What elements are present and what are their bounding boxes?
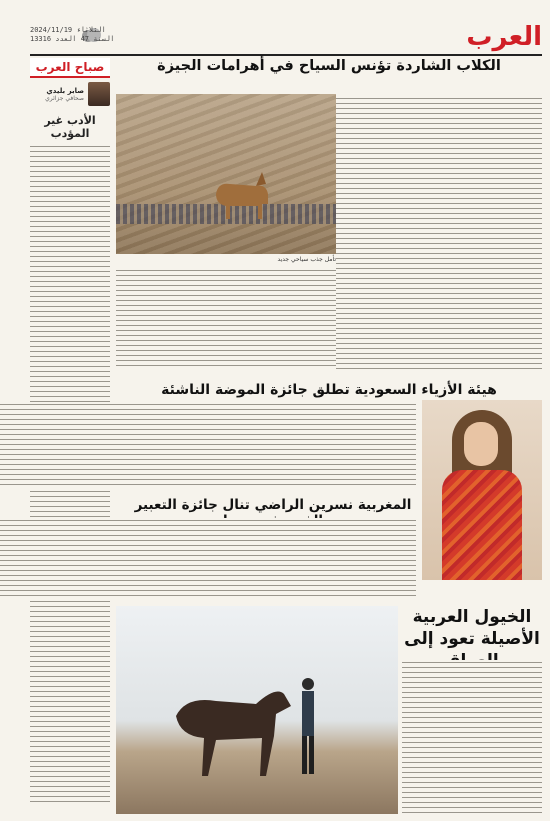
newspaper-logo: العرب	[466, 22, 542, 52]
fashion-model-photo	[422, 400, 542, 580]
column-title: الأدب غير المؤدب	[44, 114, 96, 140]
article-3-headline: المغربية نسرين الراضي تنال جائزة التعبير	[134, 497, 412, 513]
article-1-headline: الكلاب الشاردة تؤنس السياح في أهرامات الجيزة	[157, 58, 501, 74]
column-name: صباح العرب	[30, 58, 110, 78]
masthead	[30, 22, 542, 50]
arabian-horse-photo	[116, 606, 398, 814]
issue-number: السنة 47 العدد 13316	[30, 35, 115, 43]
author-role: صحافي جزائري	[45, 94, 84, 102]
article-1-body-bottom	[116, 268, 336, 370]
author-name: صابر بليدي	[46, 86, 84, 95]
article-2-headline: هيئة الأزياء السعودية تطلق جائزة الموضة الناشئة	[161, 382, 497, 398]
article-2-body	[0, 402, 416, 488]
author-box	[30, 82, 110, 106]
author-avatar	[88, 82, 110, 106]
article-3-body	[0, 518, 416, 598]
issue-date: 2024/11/19 الثلاثاء	[30, 26, 106, 34]
issue-info	[30, 26, 114, 44]
horse-figure	[156, 676, 306, 786]
pyramid-photo-caption: تأمل جذب سياحي جديد	[277, 256, 336, 263]
article-1-body-right	[336, 96, 542, 370]
handler-figure	[296, 676, 320, 776]
article-4-body	[402, 660, 542, 814]
pyramid-dog-photo	[116, 94, 336, 254]
article-4-headline: الخيول العربية الأصيلة تعود إلى	[404, 607, 540, 649]
masthead-rule	[30, 54, 542, 56]
dog-figure	[206, 164, 276, 224]
